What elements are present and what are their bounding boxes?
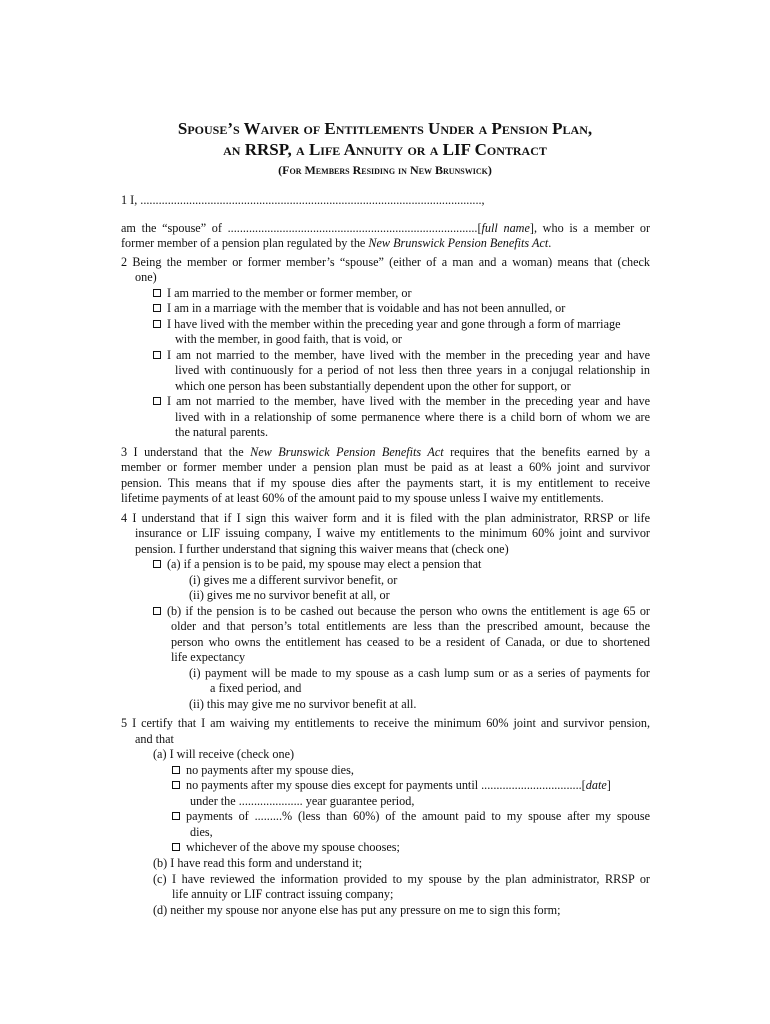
s4-option-b-ii: (ii) this may give me no survivor benefit at all. — [189, 697, 417, 711]
checkbox[interactable] — [153, 397, 161, 405]
checkbox[interactable] — [153, 289, 161, 297]
title-line-3: (For Members Residing in New Brunswick) — [278, 163, 492, 177]
s5-item-c: (c) I have reviewed the information provided to my spouse by the plan administrator, RRSP or — [153, 872, 650, 886]
s5-option-a2[interactable]: no payments after my spouse dies except for payments until .................................[date] — [172, 778, 611, 794]
checkbox[interactable] — [153, 560, 161, 568]
s2-option-4-cont-2: which one person has been substantially dependent upon the other for support, or — [175, 379, 571, 393]
s4-option-b-i: (i) payment will be made to my spouse as a cash lump sum or as a series of payments for — [189, 666, 650, 680]
checkbox[interactable] — [172, 843, 180, 851]
checkbox[interactable] — [153, 320, 161, 328]
s4-option-b-i-cont: a fixed period, and — [210, 681, 302, 695]
s4-line-1: 4 I understand that if I sign this waiver form and it is filed with the plan administrator, RRSP or life — [121, 511, 650, 525]
s1-spouse-of: am the “spouse” of ..................................................................................[full name], who is a member or — [121, 221, 650, 235]
checkbox[interactable] — [153, 607, 161, 615]
s4-line-2: insurance or LIF issuing company, I waive my entitlements to the minimum 60% joint and survivor — [135, 526, 650, 540]
s4-option-a-i: (i) gives me a different survivor benefit, or — [189, 573, 398, 587]
s4-line-3: pension. I further understand that signing this waiver means that (check one) — [135, 542, 509, 556]
s5-item-c-cont: life annuity or LIF contract issuing company; — [172, 887, 394, 901]
s2-option-5-cont-2: the natural parents. — [175, 425, 269, 439]
s5-option-a3[interactable]: payments of .........% (less than 60%) of the amount paid to my spouse after my spouse — [172, 809, 650, 825]
s2-option-2[interactable]: I am in a marriage with the member that is voidable and has not been annulled, or — [153, 301, 565, 317]
title-line-1: Spouse’s Waiver of Entitlements Under a Pension Plan, — [177, 119, 593, 138]
checkbox[interactable] — [153, 351, 161, 359]
s2-option-3-cont: with the member, in good faith, that is void, or — [175, 332, 402, 346]
s5-item-d: (d) neither my spouse nor anyone else has put any pressure on me to sign this form; — [153, 903, 561, 917]
s3-line-4: lifetime payments of at least 60% of the amount paid to my spouse unless I waive my entitlements. — [121, 491, 604, 505]
s4-option-b[interactable]: (b) if the pension is to be cashed out because the person who owns the entitlement is age 65 or — [153, 604, 650, 620]
s4-option-b-cont-1: older and that person’s total entitlements are less than the prescribed amount, because the — [171, 619, 650, 633]
s4-option-a[interactable]: (a) if a pension is to be paid, my spouse may elect a pension that — [153, 557, 481, 573]
s2-intro-2: one) — [135, 270, 157, 284]
s4-option-b-cont-2: person who owns the entitlement has ceased to be a resident of Canada, or due to shortened — [171, 635, 650, 649]
s4-option-a-ii: (ii) gives me no survivor benefit at all, or — [189, 588, 390, 602]
checkbox[interactable] — [172, 812, 180, 820]
title-line-2: an RRSP, a Life Annuity or a LIF Contract — [223, 140, 547, 159]
s1-name-line: 1 I, ................................................................................................................, — [121, 193, 485, 207]
checkbox[interactable] — [172, 766, 180, 774]
s5-option-a1[interactable]: no payments after my spouse dies, — [172, 763, 354, 779]
s5-line-1: 5 I certify that I am waiving my entitlements to receive the minimum 60% joint and survivor pension, — [121, 716, 650, 730]
s2-option-5[interactable]: I am not married to the member, have lived with the member in the preceding year and have — [153, 394, 650, 410]
s4-option-b-cont-3: life expectancy — [171, 650, 246, 664]
s3-line-1: 3 I understand that the New Brunswick Pension Benefits Act requires that the benefits earned by a — [121, 445, 650, 459]
s5-option-a3-cont: dies, — [190, 825, 213, 839]
s2-option-4[interactable]: I am not married to the member, have lived with the member in the preceding year and have — [153, 348, 650, 364]
s3-line-3: pension. This means that if my spouse dies after the payments start, it is my entitlement to receive — [121, 476, 650, 490]
s5-line-2: and that — [135, 732, 174, 746]
s2-option-1[interactable]: I am married to the member or former member, or — [153, 286, 412, 302]
s1-former-member: former member of a pension plan regulated by the New Brunswick Pension Benefits Act. — [121, 236, 552, 250]
s3-line-2: member or former member under a pension plan must be paid as at least a 60% joint and survivor — [121, 460, 650, 474]
s2-option-3[interactable]: I have lived with the member within the preceding year and gone through a form of marriage — [153, 317, 621, 333]
checkbox[interactable] — [153, 304, 161, 312]
checkbox[interactable] — [172, 781, 180, 789]
s5-option-a2-cont: under the ..................... year guarantee period, — [190, 794, 415, 808]
s5-item-a: (a) I will receive (check one) — [153, 747, 295, 761]
s2-option-4-cont-1: lived with continuously for a period of not less then three years in a conjugal relationship in — [175, 363, 650, 377]
s2-option-5-cont-1: lived with in a relationship of some permanence where there is a child born of whom we are — [175, 410, 650, 424]
s2-intro-1: 2 Being the member or former member’s “spouse” (either of a man and a woman) means that (check — [121, 255, 650, 269]
s5-item-b: (b) I have read this form and understand it; — [153, 856, 363, 870]
s5-option-a4[interactable]: whichever of the above my spouse chooses; — [172, 840, 400, 856]
